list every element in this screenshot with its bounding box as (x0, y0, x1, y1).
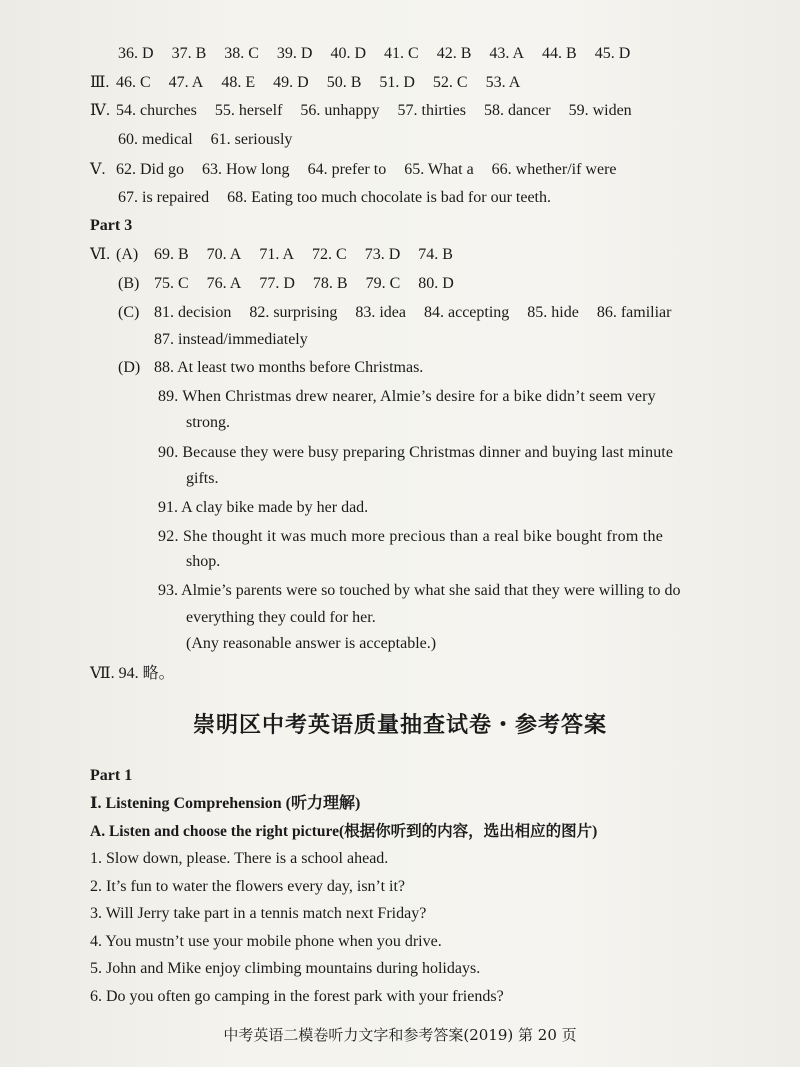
answer-89-line2: strong. (186, 414, 230, 431)
answer: 37. B (171, 45, 207, 62)
answer: 77. D (259, 275, 295, 292)
answer: 81. decision (154, 304, 232, 321)
answer: 59. widen (568, 102, 632, 119)
listening-item-2: 2. It’s fun to water the flowers every day, isn’t it? (90, 878, 406, 895)
answer-row-62 (90, 160, 617, 180)
answer-row-60 (118, 130, 292, 150)
answer-row-a (90, 245, 453, 265)
answer: 74. B (418, 246, 453, 263)
sub-label: (D) (118, 359, 141, 376)
answer-93-line1: 93. Almie’s parents were so touched by what she said that they were willing to do (158, 582, 681, 599)
page-footer: 中考英语二模卷听力文字和参考答案(2019) 第 20 页 (223, 1026, 577, 1044)
answer: 50. B (326, 74, 362, 91)
answer: 52. C (432, 74, 468, 91)
answer: 76. A (206, 275, 242, 292)
part3-heading: Part 3 (90, 217, 133, 234)
answer: 75. C (154, 275, 189, 292)
answer-row-c (118, 303, 671, 323)
section-label: Ⅲ. (90, 74, 110, 91)
section-label: Ⅴ. (90, 161, 106, 178)
answer: 73. D (364, 246, 401, 263)
answer: 65. What a (404, 161, 474, 178)
answer: 36. D (118, 45, 154, 62)
section-label: Ⅵ. (90, 246, 111, 263)
answer: 58. dancer (483, 102, 551, 119)
answer: 62. Did go (116, 161, 184, 178)
answer: 60. medical (118, 131, 193, 148)
sub-label: (C) (118, 304, 140, 321)
answer: 39. D (276, 45, 313, 62)
sub-label: (A) (116, 246, 139, 263)
answer-89-line1: 89. When Christmas drew nearer, Almie’s desire for a bike didn’t seem very (158, 388, 656, 405)
answer-row-b (118, 274, 454, 294)
answer: 49. D (273, 74, 309, 91)
listening-sub-a: A. Listen and choose the right picture(根据你听到的内容，选出相应的图片) (90, 823, 598, 840)
answer: 38. C (224, 45, 259, 62)
answer: 44. B (542, 45, 577, 62)
answer-row-36 (118, 44, 630, 64)
section-label: Ⅳ. (90, 102, 110, 119)
answer-row-d (118, 358, 423, 378)
answer-91: 91. A clay bike made by her dad. (158, 499, 369, 516)
answer-row-54 (90, 101, 632, 121)
answer-row-67 (118, 188, 551, 208)
part1-heading: Part 1 (90, 767, 133, 784)
answer: 79. C (365, 275, 401, 292)
answer-row-87: 87. instead/immediately (154, 331, 308, 348)
answer-93-line2: everything they could for her. (186, 609, 376, 626)
answer: 57. thirties (397, 102, 466, 119)
answer: 66. whether/if were (491, 161, 617, 178)
answer: 45. D (594, 45, 631, 62)
answer-90-line2: gifts. (186, 470, 219, 487)
answer-92-line2: shop. (186, 553, 221, 570)
answer: 68. Eating too much chocolate is bad for our teeth. (227, 189, 551, 206)
answer: 80. D (418, 275, 454, 292)
answer: 47. A (168, 74, 204, 91)
answer: 41. C (384, 45, 419, 62)
answer: 53. A (485, 74, 521, 91)
answer: 64. prefer to (307, 161, 387, 178)
listening-item-6: 6. Do you often go camping in the forest park with your friends? (90, 988, 504, 1005)
answer: 88. At least two months before Christmas. (154, 359, 424, 376)
answer: 67. is repaired (118, 189, 210, 206)
answer: 84. accepting (423, 304, 510, 321)
answer: 54. churches (116, 102, 197, 119)
answer: 70. A (206, 246, 242, 263)
sub-label: (B) (118, 275, 140, 292)
answer: 61. seriously (210, 131, 293, 148)
answer: 72. C (312, 246, 347, 263)
acceptance-note: (Any reasonable answer is acceptable.) (186, 635, 437, 652)
answer-92-line1: 92. She thought it was much more precious than a real bike bought from the (158, 528, 664, 545)
answer: 40. D (330, 45, 367, 62)
listening-heading: Ⅰ. Listening Comprehension (听力理解) (90, 795, 361, 812)
answer: 63. How long (202, 161, 290, 178)
listening-item-5: 5. John and Mike enjoy climbing mountains during holidays. (90, 960, 481, 977)
answer: 86. familiar (596, 304, 672, 321)
listening-item-3: 3. Will Jerry take part in a tennis match next Friday? (90, 905, 427, 922)
answer: 83. idea (355, 304, 406, 321)
answer: 55. herself (214, 102, 283, 119)
answer: 42. B (436, 45, 472, 62)
answer: 78. B (312, 275, 348, 292)
answer: 85. hide (527, 304, 579, 321)
section-title: 崇明区中考英语质量抽查试卷・参考答案 (192, 713, 607, 738)
listening-item-1: 1. Slow down, please. There is a school ahead. (90, 850, 389, 867)
answer: 43. A (489, 45, 525, 62)
answer-90-line1: 90. Because they were busy preparing Christmas dinner and buying last minute (158, 444, 674, 461)
answer: 69. B (154, 246, 189, 263)
answer: 56. unhappy (300, 102, 380, 119)
answer: 48. E (221, 74, 256, 91)
listening-item-4: 4. You mustn’t use your mobile phone when you drive. (90, 933, 442, 950)
answer-row-46 (90, 73, 520, 93)
answer: 71. A (259, 246, 295, 263)
answer: 46. C (116, 74, 151, 91)
answer-row-94: Ⅶ. 94. 略。 (90, 665, 175, 682)
answer: 82. surprising (249, 304, 338, 321)
answer: 51. D (379, 74, 415, 91)
